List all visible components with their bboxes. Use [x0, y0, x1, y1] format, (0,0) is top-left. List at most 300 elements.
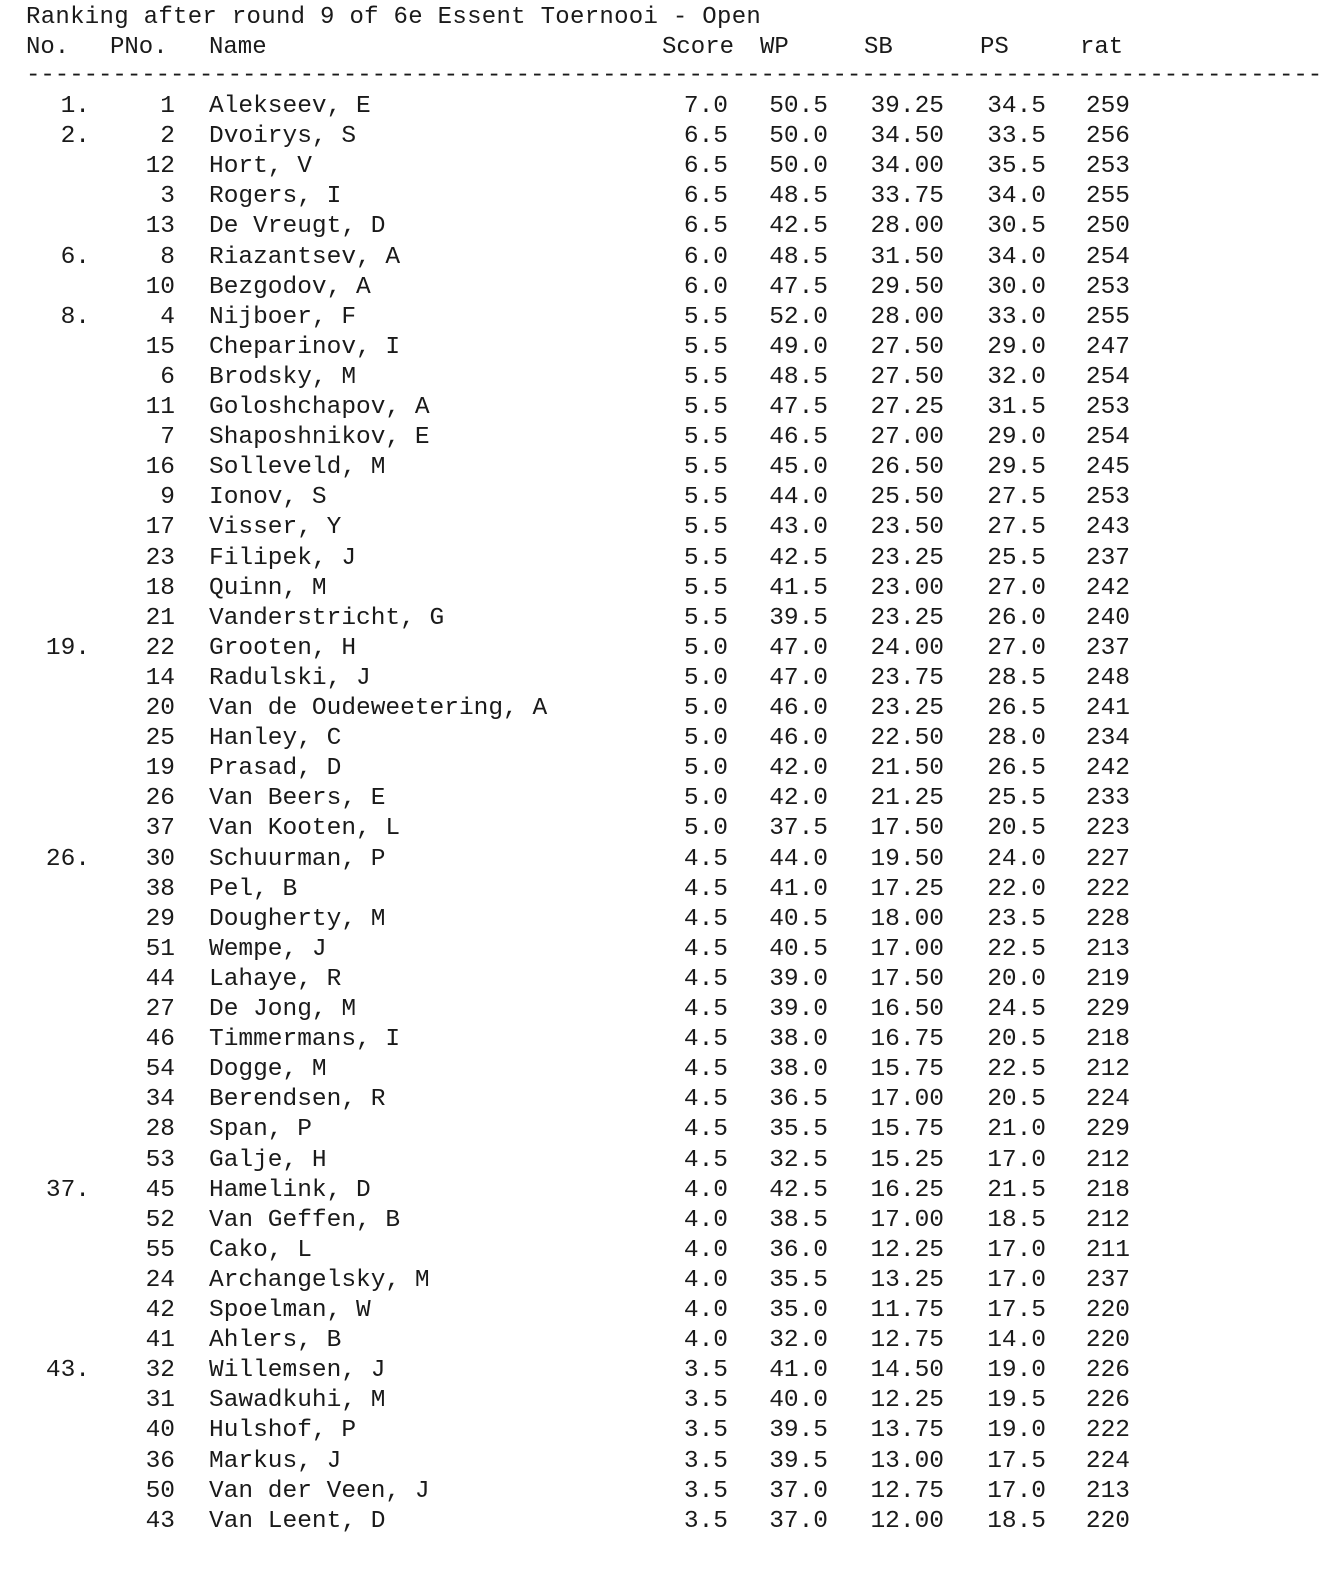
cell-name: Spoelman, W [209, 1297, 371, 1324]
table-row [0, 1147, 1200, 1177]
header-ps: PS [980, 34, 1009, 61]
cell-sb: 17.50 [870, 965, 944, 993]
cell-rat: 211 [1085, 1236, 1130, 1264]
cell-ps: 29.5 [987, 454, 1046, 482]
cell-name: Hort, V [209, 153, 312, 181]
cell-score: 5.0 [683, 725, 728, 753]
table-row [0, 575, 1200, 605]
cell-sb: 27.50 [870, 333, 944, 361]
cell-score: 3.5 [683, 1357, 728, 1385]
cell-wp: 46.5 [769, 424, 828, 452]
cell-sb: 23.25 [870, 604, 944, 632]
cell-no: 2. [60, 123, 90, 151]
table-row [0, 1267, 1200, 1297]
cell-wp: 44.0 [769, 845, 828, 873]
cell-name: Hamelink, D [209, 1176, 371, 1204]
cell-pno: 38 [145, 875, 175, 903]
cell-pno: 25 [145, 725, 175, 753]
header-separator: ------------------------------------------------------------------------------------------ [26, 62, 1322, 89]
cell-wp: 52.0 [769, 303, 828, 331]
cell-sb: 34.00 [870, 153, 944, 181]
table-row [0, 1478, 1200, 1508]
cell-sb: 23.75 [870, 664, 944, 692]
cell-ps: 34.5 [987, 93, 1046, 120]
cell-wp: 32.5 [769, 1146, 828, 1174]
cell-sb: 16.50 [870, 996, 944, 1023]
cell-score: 6.5 [683, 153, 728, 181]
cell-ps: 25.5 [987, 544, 1046, 572]
cell-name: Pel, B [209, 875, 298, 903]
cell-wp: 47.0 [769, 634, 828, 662]
cell-name: Riazantsev, A [209, 243, 401, 271]
cell-sb: 13.00 [870, 1447, 944, 1475]
cell-score: 5.5 [683, 454, 728, 482]
cell-name: Van Geffen, B [209, 1206, 401, 1234]
cell-no: 26. [45, 845, 90, 873]
cell-rat: 218 [1085, 1176, 1130, 1204]
cell-score: 4.5 [683, 905, 728, 933]
cell-rat: 254 [1085, 243, 1130, 271]
cell-wp: 37.5 [769, 815, 828, 843]
cell-ps: 34.0 [987, 183, 1046, 211]
cell-sb: 17.00 [870, 1206, 944, 1234]
cell-sb: 17.50 [870, 815, 944, 843]
table-row [0, 484, 1200, 514]
table-row [0, 785, 1200, 815]
cell-ps: 18.5 [987, 1206, 1046, 1234]
cell-pno: 55 [145, 1236, 175, 1264]
cell-pno: 32 [145, 1357, 175, 1385]
cell-ps: 21.0 [987, 1116, 1046, 1144]
cell-sb: 16.75 [870, 1026, 944, 1054]
cell-sb: 23.50 [870, 514, 944, 542]
cell-pno: 34 [145, 1086, 175, 1114]
cell-score: 4.5 [683, 1146, 728, 1174]
cell-ps: 29.0 [987, 424, 1046, 452]
cell-rat: 219 [1085, 965, 1130, 993]
cell-rat: 226 [1085, 1357, 1130, 1385]
cell-score: 4.5 [683, 1026, 728, 1054]
cell-pno: 21 [145, 604, 175, 632]
cell-sb: 23.25 [870, 695, 944, 722]
cell-ps: 26.5 [987, 695, 1046, 722]
cell-wp: 39.5 [769, 1447, 828, 1475]
cell-score: 5.5 [683, 544, 728, 572]
cell-wp: 32.0 [769, 1327, 828, 1355]
cell-name: Cako, L [209, 1236, 312, 1264]
cell-rat: 222 [1085, 875, 1130, 903]
cell-wp: 41.5 [769, 574, 828, 602]
cell-name: Van Kooten, L [209, 815, 401, 843]
cell-wp: 38.5 [769, 1206, 828, 1234]
cell-no: 19. [45, 634, 90, 662]
cell-sb: 21.25 [870, 785, 944, 813]
cell-score: 4.0 [683, 1266, 728, 1294]
cell-pno: 1 [160, 93, 175, 120]
cell-pno: 10 [145, 273, 175, 301]
cell-sb: 13.25 [870, 1266, 944, 1294]
cell-rat: 220 [1085, 1327, 1130, 1355]
cell-wp: 50.5 [769, 93, 828, 120]
cell-name: Van der Veen, J [209, 1477, 430, 1505]
table-row [0, 815, 1200, 845]
table-row [0, 1207, 1200, 1237]
cell-score: 7.0 [683, 93, 728, 120]
header-rat: rat [1080, 34, 1124, 61]
cell-pno: 37 [145, 815, 175, 843]
cell-sb: 34.50 [870, 123, 944, 151]
cell-name: Hanley, C [209, 725, 342, 753]
cell-ps: 26.5 [987, 755, 1046, 783]
cell-wp: 42.5 [769, 213, 828, 241]
cell-score: 5.5 [683, 303, 728, 331]
cell-score: 4.5 [683, 935, 728, 963]
cell-sb: 27.50 [870, 363, 944, 391]
cell-name: Van de Oudeweetering, A [209, 695, 548, 722]
cell-sb: 15.25 [870, 1146, 944, 1174]
cell-rat: 241 [1085, 695, 1130, 722]
cell-score: 3.5 [683, 1477, 728, 1505]
cell-ps: 22.5 [987, 1056, 1046, 1084]
cell-name: Brodsky, M [209, 363, 357, 391]
cell-score: 5.0 [683, 785, 728, 813]
cell-pno: 20 [145, 695, 175, 722]
cell-wp: 39.5 [769, 1417, 828, 1445]
table-row [0, 725, 1200, 755]
cell-score: 6.0 [683, 243, 728, 271]
cell-pno: 19 [145, 755, 175, 783]
cell-wp: 42.5 [769, 1176, 828, 1204]
cell-pno: 26 [145, 785, 175, 813]
cell-ps: 20.0 [987, 965, 1046, 993]
cell-sb: 21.50 [870, 755, 944, 783]
cell-sb: 15.75 [870, 1116, 944, 1144]
cell-pno: 6 [160, 363, 175, 391]
cell-no: 37. [45, 1176, 90, 1204]
table-row [0, 1448, 1200, 1478]
cell-score: 5.5 [683, 574, 728, 602]
cell-rat: 226 [1085, 1387, 1130, 1415]
table-row [0, 454, 1200, 484]
cell-rat: 233 [1085, 785, 1130, 813]
cell-sb: 33.75 [870, 183, 944, 211]
cell-ps: 31.5 [987, 394, 1046, 421]
table-row [0, 334, 1200, 364]
header-sb: SB [864, 34, 893, 61]
cell-name: Solleveld, M [209, 454, 386, 482]
cell-score: 6.5 [683, 183, 728, 211]
cell-wp: 37.0 [769, 1477, 828, 1505]
table-row [0, 545, 1200, 575]
cell-score: 4.0 [683, 1327, 728, 1355]
cell-wp: 43.0 [769, 514, 828, 542]
cell-rat: 240 [1085, 604, 1130, 632]
table-row [0, 605, 1200, 635]
cell-wp: 40.5 [769, 905, 828, 933]
table-row [0, 123, 1200, 153]
table-row [0, 1357, 1200, 1387]
cell-ps: 17.0 [987, 1477, 1046, 1505]
cell-ps: 25.5 [987, 785, 1046, 813]
cell-ps: 28.0 [987, 725, 1046, 753]
cell-score: 5.5 [683, 394, 728, 421]
table-row [0, 1177, 1200, 1207]
cell-score: 6.5 [683, 123, 728, 151]
cell-ps: 34.0 [987, 243, 1046, 271]
cell-pno: 42 [145, 1297, 175, 1324]
cell-name: Quinn, M [209, 574, 327, 602]
cell-sb: 12.25 [870, 1387, 944, 1415]
cell-rat: 245 [1085, 454, 1130, 482]
cell-score: 5.5 [683, 333, 728, 361]
cell-wp: 41.0 [769, 1357, 828, 1385]
cell-ps: 23.5 [987, 905, 1046, 933]
cell-wp: 48.5 [769, 363, 828, 391]
cell-name: Ionov, S [209, 484, 327, 512]
cell-pno: 36 [145, 1447, 175, 1475]
cell-score: 4.5 [683, 1056, 728, 1084]
table-row [0, 755, 1200, 785]
cell-pno: 46 [145, 1026, 175, 1054]
cell-score: 3.5 [683, 1387, 728, 1415]
cell-ps: 17.5 [987, 1297, 1046, 1324]
cell-ps: 22.5 [987, 935, 1046, 963]
cell-wp: 35.5 [769, 1116, 828, 1144]
cell-name: Cheparinov, I [209, 333, 401, 361]
cell-name: Schuurman, P [209, 845, 386, 873]
cell-pno: 18 [145, 574, 175, 602]
table-row [0, 695, 1200, 725]
cell-rat: 224 [1085, 1447, 1130, 1475]
cell-ps: 20.5 [987, 1086, 1046, 1114]
cell-pno: 29 [145, 905, 175, 933]
cell-name: Nijboer, F [209, 303, 357, 331]
cell-wp: 48.5 [769, 243, 828, 271]
cell-sb: 28.00 [870, 213, 944, 241]
cell-sb: 13.75 [870, 1417, 944, 1445]
cell-ps: 14.0 [987, 1327, 1046, 1355]
cell-pno: 15 [145, 333, 175, 361]
cell-ps: 22.0 [987, 875, 1046, 903]
cell-score: 5.5 [683, 514, 728, 542]
cell-pno: 31 [145, 1387, 175, 1415]
cell-pno: 12 [145, 153, 175, 181]
cell-sb: 23.25 [870, 544, 944, 572]
cell-wp: 49.0 [769, 333, 828, 361]
cell-rat: 212 [1085, 1206, 1130, 1234]
cell-ps: 17.0 [987, 1236, 1046, 1264]
cell-pno: 16 [145, 454, 175, 482]
cell-name: Alekseev, E [209, 93, 371, 120]
header-score: Score [662, 34, 735, 61]
cell-name: De Jong, M [209, 996, 357, 1023]
cell-rat: 213 [1085, 1477, 1130, 1505]
cell-pno: 54 [145, 1056, 175, 1084]
cell-wp: 45.0 [769, 454, 828, 482]
cell-ps: 19.5 [987, 1387, 1046, 1415]
cell-score: 4.5 [683, 965, 728, 993]
cell-score: 5.0 [683, 664, 728, 692]
cell-name: Archangelsky, M [209, 1266, 430, 1294]
table-row [0, 514, 1200, 544]
cell-name: Van Leent, D [209, 1507, 386, 1535]
cell-wp: 42.0 [769, 785, 828, 813]
cell-sb: 11.75 [870, 1297, 944, 1324]
cell-sb: 23.00 [870, 574, 944, 602]
cell-rat: 224 [1085, 1086, 1130, 1114]
cell-pno: 22 [145, 634, 175, 662]
cell-ps: 27.0 [987, 634, 1046, 662]
cell-score: 6.0 [683, 273, 728, 301]
cell-rat: 237 [1085, 634, 1130, 662]
cell-sb: 22.50 [870, 725, 944, 753]
cell-wp: 47.5 [769, 273, 828, 301]
cell-pno: 3 [160, 183, 175, 211]
table-row [0, 213, 1200, 243]
cell-wp: 42.0 [769, 755, 828, 783]
cell-sb: 19.50 [870, 845, 944, 873]
cell-wp: 47.0 [769, 664, 828, 692]
cell-ps: 27.5 [987, 514, 1046, 542]
table-row [0, 936, 1200, 966]
table-row [0, 1026, 1200, 1056]
cell-sb: 12.00 [870, 1507, 944, 1535]
cell-wp: 44.0 [769, 484, 828, 512]
cell-rat: 253 [1085, 484, 1130, 512]
cell-wp: 40.0 [769, 1387, 828, 1415]
cell-ps: 19.0 [987, 1417, 1046, 1445]
cell-name: Visser, Y [209, 514, 342, 542]
cell-pno: 13 [145, 213, 175, 241]
cell-name: Dogge, M [209, 1056, 327, 1084]
cell-pno: 44 [145, 965, 175, 993]
cell-pno: 11 [145, 394, 175, 421]
cell-ps: 20.5 [987, 1026, 1046, 1054]
cell-wp: 36.5 [769, 1086, 828, 1114]
cell-score: 4.5 [683, 996, 728, 1023]
cell-score: 4.5 [683, 845, 728, 873]
cell-ps: 17.0 [987, 1146, 1046, 1174]
cell-score: 4.0 [683, 1297, 728, 1324]
cell-wp: 38.0 [769, 1056, 828, 1084]
header-pno: PNo. [110, 34, 168, 61]
cell-ps: 17.5 [987, 1447, 1046, 1475]
cell-name: Timmermans, I [209, 1026, 401, 1054]
cell-ps: 26.0 [987, 604, 1046, 632]
table-row [0, 996, 1200, 1026]
cell-pno: 8 [160, 243, 175, 271]
header-name: Name [209, 34, 267, 61]
table-row [0, 424, 1200, 454]
cell-name: Prasad, D [209, 755, 342, 783]
cell-score: 4.5 [683, 1086, 728, 1114]
cell-ps: 17.0 [987, 1266, 1046, 1294]
cell-pno: 23 [145, 544, 175, 572]
cell-rat: 250 [1085, 213, 1130, 241]
cell-rat: 255 [1085, 303, 1130, 331]
cell-rat: 227 [1085, 845, 1130, 873]
cell-score: 4.0 [683, 1236, 728, 1264]
cell-sb: 29.50 [870, 273, 944, 301]
cell-rat: 247 [1085, 333, 1130, 361]
cell-rat: 256 [1085, 123, 1130, 151]
cell-score: 4.0 [683, 1176, 728, 1204]
cell-sb: 39.25 [870, 93, 944, 120]
cell-wp: 46.0 [769, 725, 828, 753]
table-row [0, 665, 1200, 695]
cell-rat: 237 [1085, 1266, 1130, 1294]
cell-wp: 37.0 [769, 1507, 828, 1535]
cell-ps: 33.0 [987, 303, 1046, 331]
cell-pno: 28 [145, 1116, 175, 1144]
cell-wp: 35.5 [769, 1266, 828, 1294]
table-row [0, 274, 1200, 304]
cell-wp: 40.5 [769, 935, 828, 963]
table-row [0, 1327, 1200, 1357]
cell-ps: 24.0 [987, 845, 1046, 873]
cell-score: 5.5 [683, 484, 728, 512]
cell-name: Hulshof, P [209, 1417, 357, 1445]
cell-pno: 41 [145, 1327, 175, 1355]
cell-sb: 12.25 [870, 1236, 944, 1264]
cell-rat: 223 [1085, 815, 1130, 843]
cell-ps: 35.5 [987, 153, 1046, 181]
cell-score: 5.0 [683, 695, 728, 722]
cell-sb: 31.50 [870, 243, 944, 271]
cell-ps: 27.5 [987, 484, 1046, 512]
cell-pno: 51 [145, 935, 175, 963]
cell-pno: 4 [160, 303, 175, 331]
cell-wp: 50.0 [769, 153, 828, 181]
cell-name: Wempe, J [209, 935, 327, 963]
table-row [0, 244, 1200, 274]
cell-name: Span, P [209, 1116, 312, 1144]
cell-sb: 24.00 [870, 634, 944, 662]
table-row [0, 1056, 1200, 1086]
cell-name: Willemsen, J [209, 1357, 386, 1385]
table-row [0, 1508, 1200, 1538]
cell-wp: 46.0 [769, 695, 828, 722]
cell-ps: 29.0 [987, 333, 1046, 361]
table-row [0, 183, 1200, 213]
table-row [0, 966, 1200, 996]
cell-score: 3.5 [683, 1447, 728, 1475]
cell-wp: 39.0 [769, 996, 828, 1023]
cell-name: Bezgodov, A [209, 273, 371, 301]
cell-ps: 28.5 [987, 664, 1046, 692]
cell-ps: 27.0 [987, 574, 1046, 602]
cell-rat: 253 [1085, 394, 1130, 421]
cell-rat: 248 [1085, 664, 1130, 692]
cell-pno: 50 [145, 1477, 175, 1505]
cell-rat: 229 [1085, 1116, 1130, 1144]
cell-ps: 18.5 [987, 1507, 1046, 1535]
cell-score: 5.5 [683, 363, 728, 391]
cell-rat: 212 [1085, 1146, 1130, 1174]
cell-rat: 242 [1085, 574, 1130, 602]
table-row [0, 846, 1200, 876]
cell-ps: 30.5 [987, 213, 1046, 241]
cell-rat: 254 [1085, 424, 1130, 452]
cell-rat: 213 [1085, 935, 1130, 963]
cell-wp: 47.5 [769, 394, 828, 421]
document-title: Ranking after round 9 of 6e Essent Toernooi - Open [26, 4, 762, 31]
cell-score: 3.5 [683, 1417, 728, 1445]
cell-sb: 25.50 [870, 484, 944, 512]
cell-wp: 48.5 [769, 183, 828, 211]
cell-ps: 24.5 [987, 996, 1046, 1023]
cell-score: 5.5 [683, 424, 728, 452]
